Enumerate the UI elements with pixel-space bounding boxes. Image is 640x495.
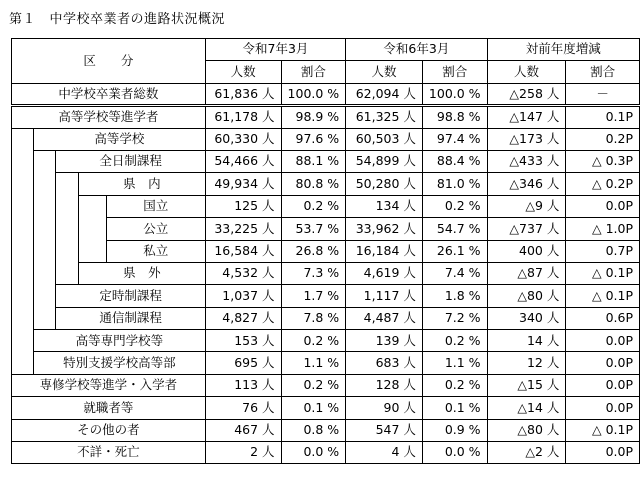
table-row <box>12 352 640 374</box>
diff-count-cell: △346 人 <box>487 173 566 195</box>
r7-count-cell: 4,532 人 <box>205 262 281 284</box>
diff-rate-cell: 0.0P <box>566 442 640 464</box>
diff-count-cell: △14 人 <box>487 397 566 419</box>
table-row <box>12 150 640 172</box>
diff-rate-cell: △ 0.1P <box>566 285 640 307</box>
r6-count-cell: 139 人 <box>346 330 423 352</box>
r6-count-cell: 90 人 <box>346 397 423 419</box>
r6-rate-cell: 0.1 % <box>422 397 487 419</box>
row-label: 全日制課程 <box>56 150 205 172</box>
r7-count-cell: 61,178 人 <box>205 106 281 128</box>
r6-count-cell: 4 人 <box>346 442 423 464</box>
diff-count-cell: △2 人 <box>487 442 566 464</box>
r7-rate-cell: 97.6 % <box>281 128 346 150</box>
r7-rate-cell: 0.0 % <box>281 442 346 464</box>
table-row <box>12 173 640 195</box>
diff-rate-cell: △ 0.1P <box>566 262 640 284</box>
table-row <box>12 195 640 217</box>
r6-rate-cell: 81.0 % <box>422 173 487 195</box>
diff-rate-header: 割合 <box>566 61 640 83</box>
r7-rate-cell: 0.1 % <box>281 397 346 419</box>
r7-count-cell: 61,836 人 <box>205 83 281 105</box>
r6-count-cell: 547 人 <box>346 419 423 441</box>
r6-count-cell: 62,094 人 <box>346 83 423 105</box>
diff-count-cell: △80 人 <box>487 285 566 307</box>
r6-rate-cell: 97.4 % <box>422 128 487 150</box>
r6-count-cell: 60,503 人 <box>346 128 423 150</box>
r6-rate-cell: 0.2 % <box>422 330 487 352</box>
r6-count-cell: 16,184 人 <box>346 240 423 262</box>
diff-count-cell: △258 人 <box>487 83 566 105</box>
diff-rate-cell: 0.0P <box>566 374 640 396</box>
diff-count-cell: 14 人 <box>487 330 566 352</box>
r7-count-cell: 1,037 人 <box>205 285 281 307</box>
category-header: 区 分 <box>12 39 206 84</box>
r7-rate-cell: 80.8 % <box>281 173 346 195</box>
r6-count-cell: 54,899 人 <box>346 150 423 172</box>
r6-count-cell: 134 人 <box>346 195 423 217</box>
table-row <box>12 218 640 240</box>
r6-count-cell: 50,280 人 <box>346 173 423 195</box>
diff-rate-cell: 0.2P <box>566 128 640 150</box>
r7-count-cell: 467 人 <box>205 419 281 441</box>
r6-rate-cell: 1.8 % <box>422 285 487 307</box>
diff-count-cell: △173 人 <box>487 128 566 150</box>
table-row <box>12 240 640 262</box>
diff-count-header: 人数 <box>487 61 566 83</box>
diff-count-cell: △147 人 <box>487 106 566 128</box>
r7-count-cell: 16,584 人 <box>205 240 281 262</box>
r7-count-cell: 33,225 人 <box>205 218 281 240</box>
col-diff-header: 対前年度増減 <box>487 39 639 61</box>
row-label: 就職者等 <box>12 397 206 419</box>
diff-rate-cell: 0.1P <box>566 106 640 128</box>
table-row <box>12 285 640 307</box>
diff-rate-cell: 0.0P <box>566 352 640 374</box>
diff-rate-cell: 0.7P <box>566 240 640 262</box>
r6-count-cell: 683 人 <box>346 352 423 374</box>
r6-count-cell: 61,325 人 <box>346 106 423 128</box>
r6-rate-cell: 7.4 % <box>422 262 487 284</box>
r7-rate-cell: 98.9 % <box>281 106 346 128</box>
col-r7-header: 令和7年3月 <box>205 39 345 61</box>
row-label: 公立 <box>106 218 205 240</box>
header-row <box>12 39 640 61</box>
diff-rate-cell: △ 1.0P <box>566 218 640 240</box>
row-label: 県 内 <box>79 173 206 195</box>
r7-rate-cell: 100.0 % <box>281 83 346 105</box>
table-row <box>12 419 640 441</box>
indent-cell <box>33 150 56 329</box>
table-row <box>12 262 640 284</box>
r6-rate-cell: 1.1 % <box>422 352 487 374</box>
indent-cell <box>79 195 107 262</box>
r6-count-cell: 33,962 人 <box>346 218 423 240</box>
diff-count-cell: △87 人 <box>487 262 566 284</box>
row-label: 特別支援学校高等部 <box>33 352 205 374</box>
row-label: 高等学校 <box>33 128 205 150</box>
diff-rate-cell: 0.0P <box>566 397 640 419</box>
r7-count-cell: 113 人 <box>205 374 281 396</box>
table-row <box>12 374 640 396</box>
r6-rate-cell: 0.0 % <box>422 442 487 464</box>
diff-rate-cell: △ 0.3P <box>566 150 640 172</box>
r6-rate-cell: 54.7 % <box>422 218 487 240</box>
r6-rate-cell: 7.2 % <box>422 307 487 329</box>
row-label: 不詳・死亡 <box>12 442 206 464</box>
r6-rate-cell: 88.4 % <box>422 150 487 172</box>
diff-rate-cell: 0.0P <box>566 195 640 217</box>
r7-rate-header: 割合 <box>281 61 346 83</box>
row-label: 定時制課程 <box>56 285 205 307</box>
r7-rate-cell: 0.8 % <box>281 419 346 441</box>
table-row <box>12 397 640 419</box>
indent-cell <box>12 128 34 374</box>
row-label: 中学校卒業者総数 <box>12 83 206 105</box>
r7-rate-cell: 1.7 % <box>281 285 346 307</box>
row-label: 県 外 <box>79 262 206 284</box>
row-label: 通信制課程 <box>56 307 205 329</box>
diff-rate-cell: △ 0.1P <box>566 419 640 441</box>
row-label: 高等専門学校等 <box>33 330 205 352</box>
r7-rate-cell: 0.2 % <box>281 374 346 396</box>
diff-rate-cell: 0.0P <box>566 330 640 352</box>
table-row <box>12 330 640 352</box>
row-label: その他の者 <box>12 419 206 441</box>
r7-count-cell: 125 人 <box>205 195 281 217</box>
r7-rate-cell: 7.3 % <box>281 262 346 284</box>
diff-count-cell: △9 人 <box>487 195 566 217</box>
r7-rate-cell: 1.1 % <box>281 352 346 374</box>
r7-count-cell: 2 人 <box>205 442 281 464</box>
r6-rate-header: 割合 <box>422 61 487 83</box>
r6-rate-cell: 0.2 % <box>422 195 487 217</box>
diff-rate-cell: △ 0.2P <box>566 173 640 195</box>
r7-rate-cell: 7.8 % <box>281 307 346 329</box>
r6-rate-cell: 26.1 % <box>422 240 487 262</box>
row-label: 国立 <box>106 195 205 217</box>
r7-count-cell: 54,466 人 <box>205 150 281 172</box>
r6-rate-cell: 100.0 % <box>422 83 487 105</box>
r7-rate-cell: 88.1 % <box>281 150 346 172</box>
r7-count-cell: 60,330 人 <box>205 128 281 150</box>
r6-count-cell: 4,487 人 <box>346 307 423 329</box>
diff-rate-cell: － <box>566 83 640 105</box>
r6-rate-cell: 0.9 % <box>422 419 487 441</box>
r6-count-cell: 1,117 人 <box>346 285 423 307</box>
r7-count-header: 人数 <box>205 61 281 83</box>
row-label: 高等学校等進学者 <box>12 106 206 128</box>
r7-rate-cell: 26.8 % <box>281 240 346 262</box>
table-row <box>12 307 640 329</box>
r7-rate-cell: 0.2 % <box>281 330 346 352</box>
r7-rate-cell: 0.2 % <box>281 195 346 217</box>
row-label: 専修学校等進学・入学者 <box>12 374 206 396</box>
diff-count-cell: △80 人 <box>487 419 566 441</box>
r6-count-cell: 128 人 <box>346 374 423 396</box>
r7-count-cell: 153 人 <box>205 330 281 352</box>
diff-count-cell: △737 人 <box>487 218 566 240</box>
r6-count-header: 人数 <box>346 61 423 83</box>
r7-count-cell: 76 人 <box>205 397 281 419</box>
r7-count-cell: 695 人 <box>205 352 281 374</box>
r6-rate-cell: 98.8 % <box>422 106 487 128</box>
table-row-total <box>12 83 640 105</box>
r6-rate-cell: 0.2 % <box>422 374 487 396</box>
diff-count-cell: 400 人 <box>487 240 566 262</box>
progress-status-table <box>11 38 640 464</box>
r7-rate-cell: 53.7 % <box>281 218 346 240</box>
indent-cell <box>56 173 79 285</box>
r7-count-cell: 4,827 人 <box>205 307 281 329</box>
row-label: 私立 <box>106 240 205 262</box>
col-r6-header: 令和6年3月 <box>346 39 487 61</box>
table-row <box>12 106 640 128</box>
diff-count-cell: △433 人 <box>487 150 566 172</box>
r6-count-cell: 4,619 人 <box>346 262 423 284</box>
table-row <box>12 128 640 150</box>
diff-count-cell: △15 人 <box>487 374 566 396</box>
diff-count-cell: 12 人 <box>487 352 566 374</box>
diff-rate-cell: 0.6P <box>566 307 640 329</box>
diff-count-cell: 340 人 <box>487 307 566 329</box>
table-row <box>12 442 640 464</box>
page-title: 第１ 中学校卒業者の進路状況概況 <box>9 12 226 27</box>
r7-count-cell: 49,934 人 <box>205 173 281 195</box>
